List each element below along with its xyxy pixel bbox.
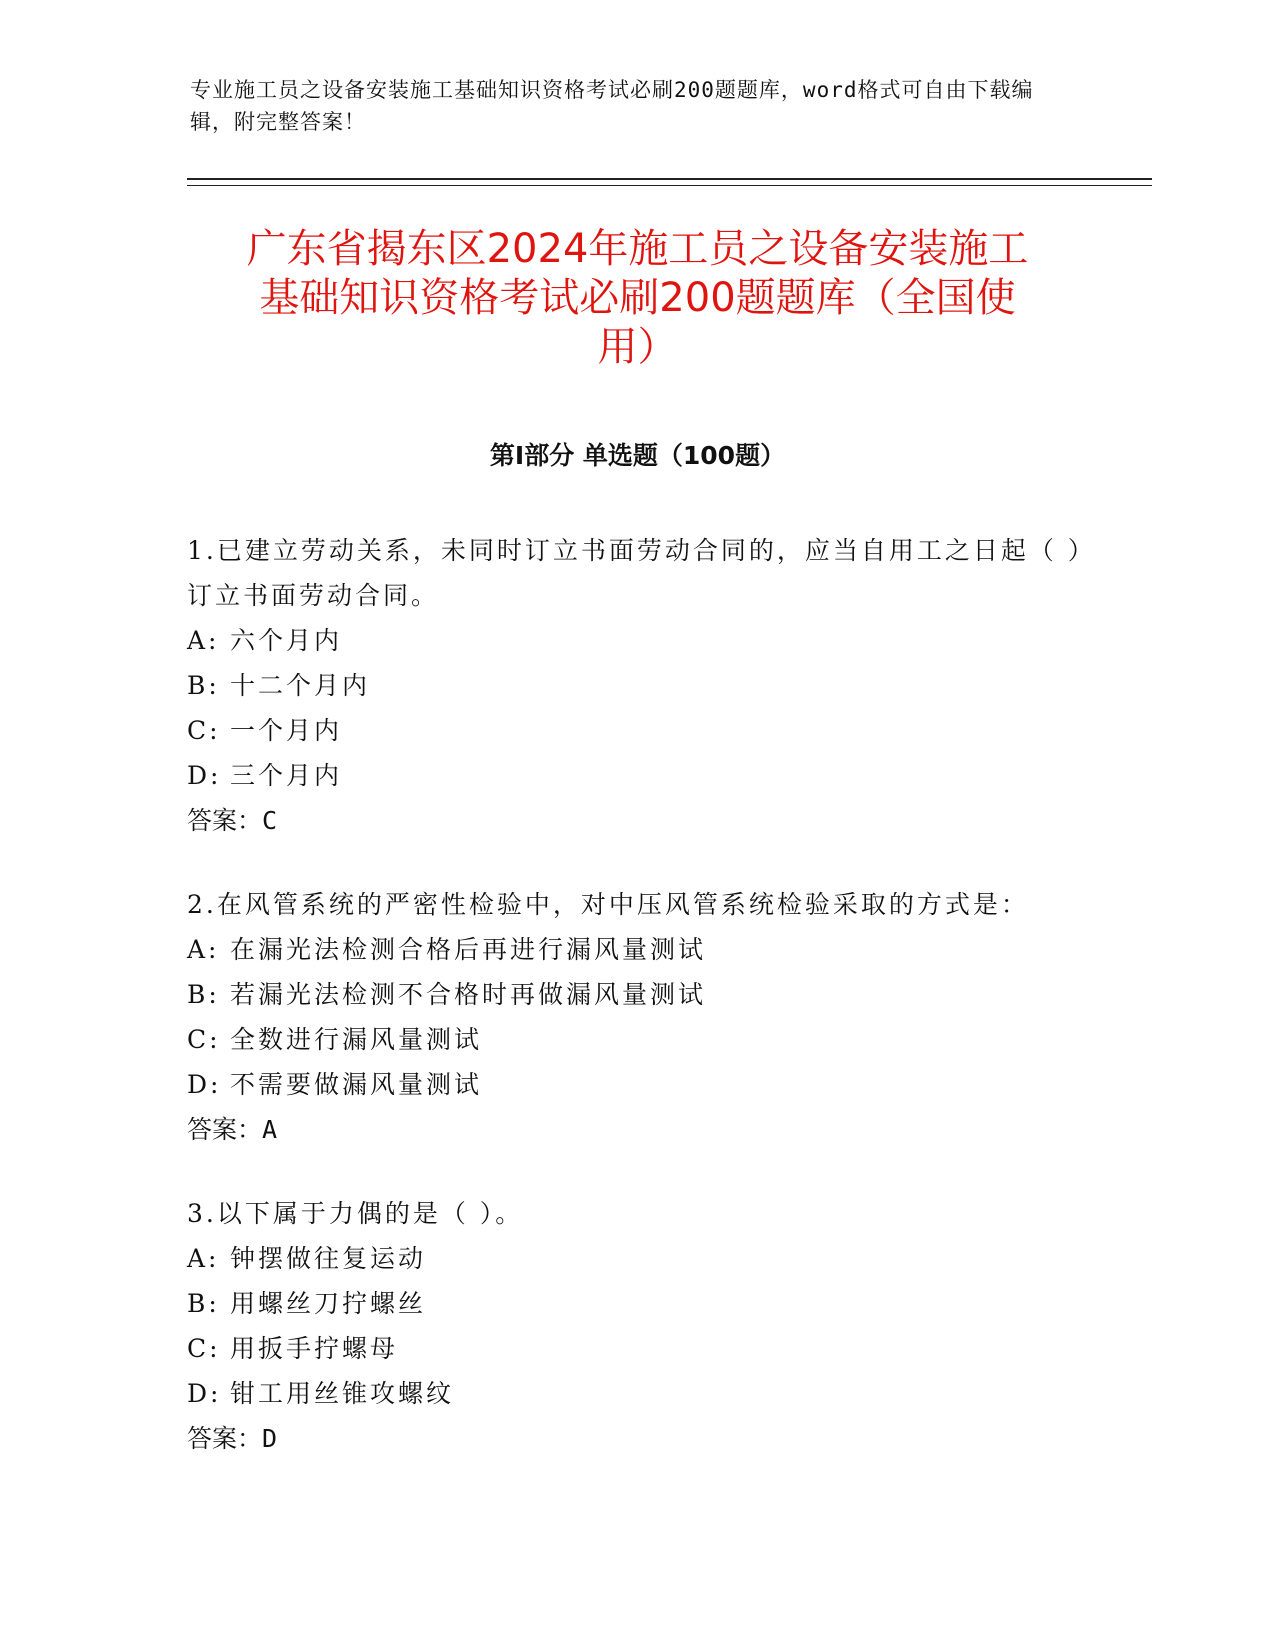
header-divider-thin bbox=[187, 185, 1152, 186]
option-letter: C: bbox=[187, 1334, 221, 1363]
title-line-3: 用） bbox=[597, 324, 678, 370]
option-letter: A: bbox=[187, 1244, 220, 1273]
option-text: 六个月内 bbox=[230, 626, 343, 655]
title-line-1: 广东省揭东区2024年施工员之设备安装施工 bbox=[246, 226, 1029, 272]
option-text: 钳工用丝锥攻螺纹 bbox=[230, 1379, 455, 1408]
option-text: 十二个月内 bbox=[230, 671, 371, 700]
option-text: 钟摆做往复运动 bbox=[230, 1244, 427, 1273]
option-letter: A: bbox=[187, 626, 220, 655]
option-a bbox=[187, 1236, 1087, 1281]
option-c bbox=[187, 708, 1087, 753]
document-title bbox=[170, 225, 1105, 372]
question-stem: 2.在风管系统的严密性检验中，对中压风管系统检验采取的方式是： bbox=[187, 890, 1029, 919]
option-b bbox=[187, 663, 1087, 708]
option-letter: B: bbox=[187, 1289, 220, 1318]
title-line-2: 基础知识资格考试必刷200题题库（全国使 bbox=[259, 275, 1016, 321]
answer-value: C bbox=[262, 806, 278, 835]
option-a bbox=[187, 927, 1087, 972]
option-letter: B: bbox=[187, 671, 220, 700]
option-letter: D: bbox=[187, 761, 222, 790]
option-letter: C: bbox=[187, 716, 221, 745]
option-letter: D: bbox=[187, 1379, 222, 1408]
answer-value: A bbox=[262, 1115, 278, 1144]
question-stem: 3.以下属于力偶的是（ ）。 bbox=[187, 1199, 524, 1228]
option-letter: B: bbox=[187, 980, 220, 1009]
answer-value: D bbox=[262, 1424, 278, 1453]
option-c bbox=[187, 1017, 1087, 1062]
option-d bbox=[187, 1062, 1087, 1107]
option-text: 一个月内 bbox=[230, 716, 343, 745]
answer-label: 答案： bbox=[187, 1424, 263, 1453]
answer-line bbox=[187, 1107, 1087, 1152]
option-text: 用扳手拧螺母 bbox=[230, 1334, 399, 1363]
section-title: 第Ⅰ部分 单选题（100题） bbox=[489, 441, 786, 470]
option-d bbox=[187, 1371, 1087, 1416]
answer-line bbox=[187, 1416, 1087, 1461]
option-text: 不需要做漏风量测试 bbox=[230, 1070, 483, 1099]
option-text: 全数进行漏风量测试 bbox=[230, 1025, 483, 1054]
header-note: 专业施工员之设备安装施工基础知识资格考试必刷200题题库，word格式可自由下载编辑，附完整答案！ bbox=[190, 78, 1034, 134]
answer-label: 答案： bbox=[187, 806, 263, 835]
question-list bbox=[187, 528, 1087, 1500]
answer-label: 答案： bbox=[187, 1115, 263, 1144]
option-c bbox=[187, 1326, 1087, 1371]
option-text: 用螺丝刀拧螺丝 bbox=[230, 1289, 427, 1318]
option-text: 在漏光法检测合格后再进行漏风量测试 bbox=[230, 935, 707, 964]
question-1 bbox=[187, 528, 1087, 843]
question-2 bbox=[187, 882, 1087, 1152]
question-stem: 1.已建立劳动关系，未同时订立书面劳动合同的，应当自用工之日起（ ）订立书面劳动合同。 bbox=[187, 536, 1084, 610]
question-3 bbox=[187, 1191, 1087, 1461]
option-d bbox=[187, 753, 1087, 798]
header-divider-thick bbox=[187, 178, 1152, 180]
option-b bbox=[187, 972, 1087, 1017]
option-letter: A: bbox=[187, 935, 220, 964]
option-a bbox=[187, 618, 1087, 663]
option-text: 若漏光法检测不合格时再做漏风量测试 bbox=[230, 980, 707, 1009]
option-b bbox=[187, 1281, 1087, 1326]
option-letter: D: bbox=[187, 1070, 222, 1099]
option-letter: C: bbox=[187, 1025, 221, 1054]
answer-line bbox=[187, 798, 1087, 843]
option-text: 三个月内 bbox=[230, 761, 343, 790]
